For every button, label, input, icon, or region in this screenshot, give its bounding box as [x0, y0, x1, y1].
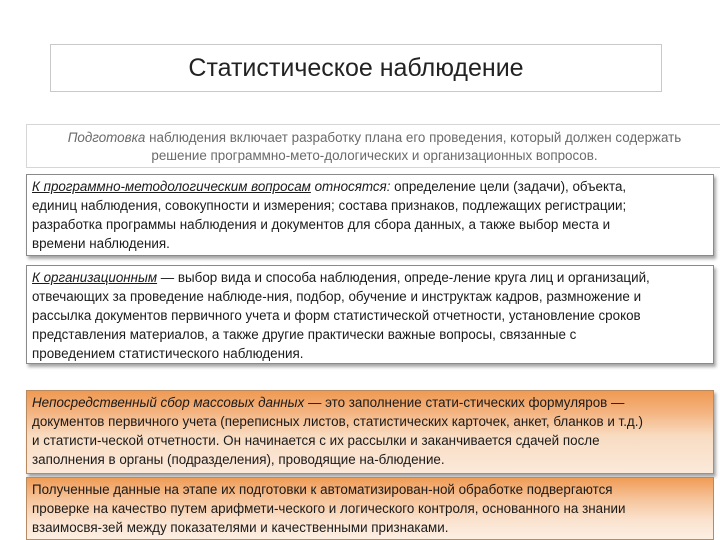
block4-line-2: проверке на качество путем арифмети-ческого и логического контроля, основанного на знании [32, 501, 626, 516]
intro-term: Подготовка [67, 130, 146, 145]
intro-line-1 [68, 130, 682, 145]
methodological-questions-box [26, 174, 714, 256]
block2-line-2: отвечающих за проведение наблюде-ния, подбор, обучение и инструктаж кадров, размножение и [32, 289, 642, 304]
intro-line-2: решение программно-мето-дологических и организационных вопросов. [151, 148, 598, 163]
block1-line-1 [32, 177, 707, 196]
block1-verb: относятся: [310, 179, 391, 194]
block1-term: К программно-методологическим вопросам [32, 179, 311, 194]
organizational-questions-box [26, 265, 714, 364]
intro-text [26, 124, 720, 168]
block2-line-1 [32, 268, 707, 287]
block4-line-1: Полученные данные на этапе их подготовки к автоматизирован-ной обработке подвергаются [32, 482, 613, 497]
block3-term: Непосредственный сбор массовых данных [32, 395, 305, 410]
block1-line-4: времени наблюдения. [32, 236, 170, 251]
data-verification-box [26, 477, 714, 540]
block2-line-3: рассылка документов первичного учета и форм статистической отчетности, установление сроков [32, 308, 641, 323]
block1-line-3: разработка программы наблюдения и документов для сбора данных, а также выбор места и [32, 217, 611, 232]
block2-line-1-rest: — выбор вида и способа наблюдения, опреде-ление круга лиц и организаций, [157, 270, 650, 285]
block2-line-5: проведением статистического наблюдения. [32, 346, 304, 361]
block3-line-2: документов первичного учета (переписных листов, статистических карточек, анкет, бланков и т.д.) [32, 414, 643, 429]
block3-line-4: заполнения в органы (подразделения), проводящие на-блюдение. [32, 452, 445, 467]
block3-line-3: и статисти-ческой отчетности. Он начинается с их рассылки и заканчивается сдачей после [32, 433, 600, 448]
block1-line-2: единиц наблюдения, совокупности и измерения; состава признаков, подлежащих регистрации; [32, 198, 627, 213]
block2-line-4: представления материалов, а также другие практически важные вопросы, связанные с [32, 327, 577, 342]
block3-line-1-rest: — это заполнение стати-стических формуляров — [304, 395, 625, 410]
slide-title: Статистическое наблюдение [50, 44, 662, 92]
intro-line-1-rest: наблюдения включает разработку плана его проведения, который должен содержать [145, 130, 682, 145]
data-collection-box [26, 390, 714, 474]
block4-line-3: взаимосвя-зей между показателями и качественными признаками. [32, 520, 449, 535]
block1-line-1-rest: определение цели (задачи), объекта, [390, 179, 627, 194]
block2-term: К организационным [32, 270, 158, 285]
block3-line-1 [32, 393, 707, 412]
